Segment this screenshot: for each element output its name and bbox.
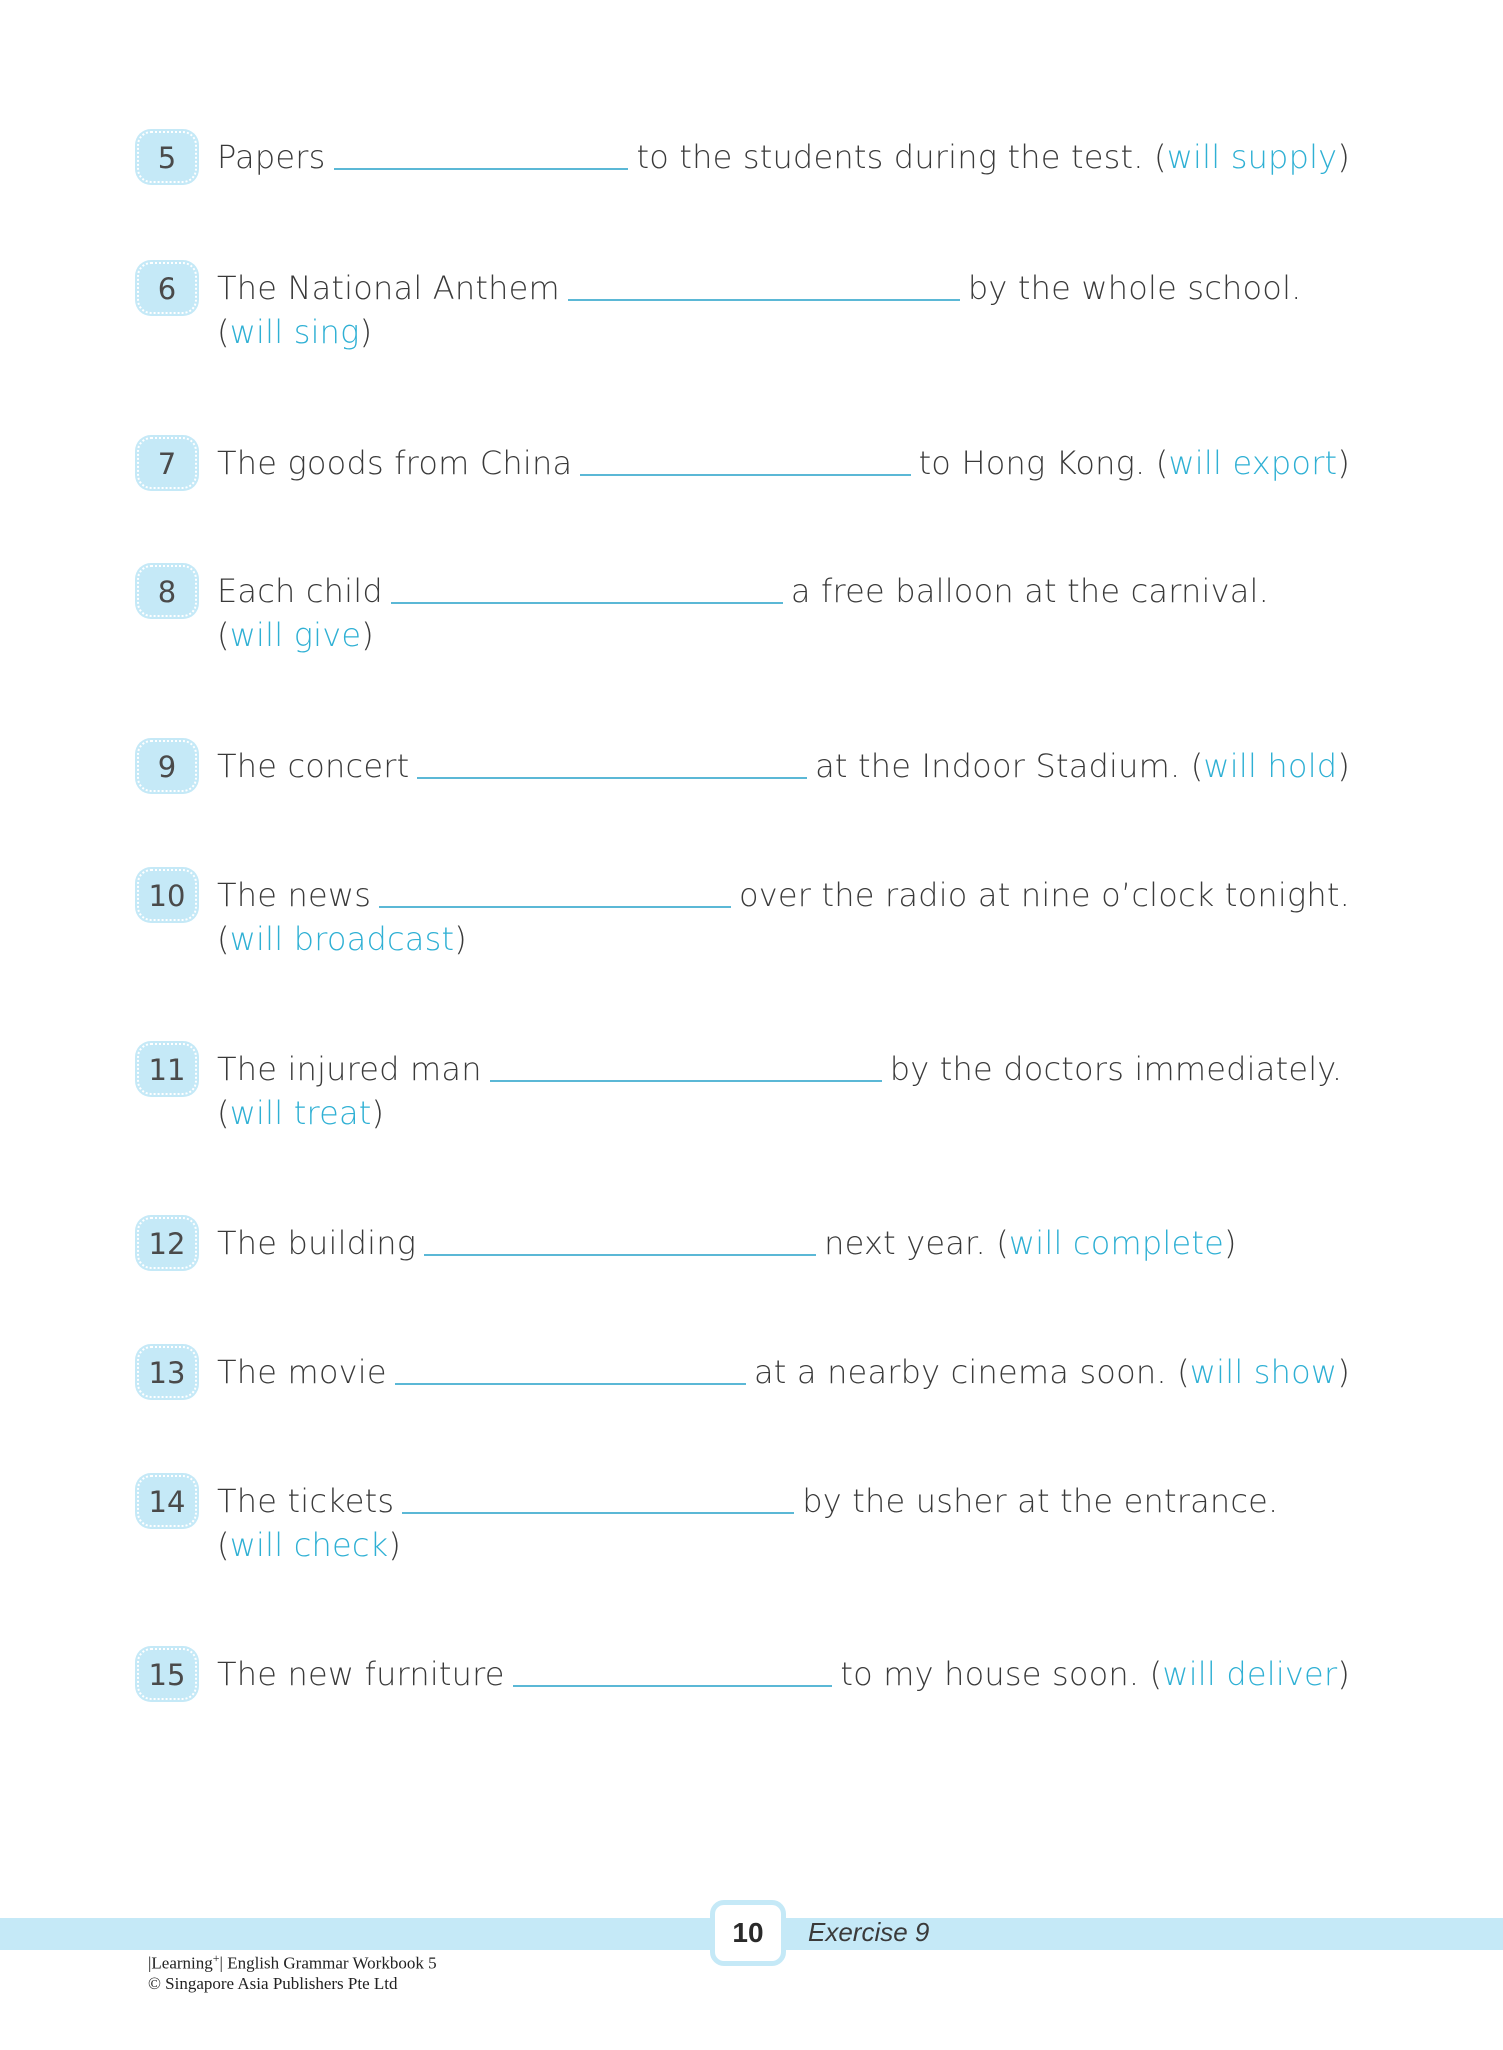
hint-close: ) [359, 313, 373, 351]
question-text [217, 740, 1350, 792]
page-number: 10 [710, 1900, 786, 1966]
verb-hint: will show [1189, 1353, 1338, 1391]
publisher-line-2: © Singapore Asia Publishers Pte Ltd [148, 1974, 398, 1993]
question-text [217, 1346, 1350, 1398]
verb-hint: will supply [1166, 138, 1338, 176]
question-number-badge: 10 [137, 869, 197, 921]
question-rest: by the usher at the entrance. [802, 1482, 1279, 1520]
question-number-badge: 11 [137, 1043, 197, 1095]
question-rest: to the students during the test. ( [636, 138, 1167, 176]
verb-hint: will broadcast [229, 920, 455, 958]
hint-close: ) [1224, 1224, 1237, 1262]
verb-hint: will check [229, 1526, 389, 1564]
answer-blank[interactable] [395, 1383, 746, 1385]
hint-close: ) [1337, 444, 1350, 482]
question-number-badge: 7 [137, 437, 197, 489]
question-text-line-2: (will broadcast) [217, 920, 467, 958]
answer-blank[interactable] [402, 1512, 794, 1514]
verb-hint: will deliver [1162, 1655, 1338, 1693]
question-rest: next year. ( [824, 1224, 1009, 1262]
question-text-line-2: (will sing) [217, 313, 373, 351]
question-text [217, 1217, 1237, 1269]
question-number-badge: 8 [137, 565, 197, 617]
hint-close: ) [454, 920, 467, 958]
question-text [217, 1648, 1350, 1700]
question-rest: by the doctors immediately. [889, 1050, 1343, 1088]
question-number-badge: 12 [137, 1217, 197, 1269]
question-subject: The tickets [217, 1482, 395, 1520]
question-rest: at the Indoor Stadium. ( [815, 747, 1204, 785]
hint-close: ) [371, 1094, 385, 1132]
question-text-line-2: (will give) [217, 616, 374, 654]
question-rest: at a nearby cinema soon. ( [753, 1353, 1190, 1391]
question-rest: to Hong Kong. ( [918, 444, 1169, 482]
question-subject: Each child [217, 572, 383, 610]
question-text [217, 565, 1269, 617]
question-text [217, 131, 1350, 183]
question-subject: The injured man [217, 1050, 482, 1088]
question-subject: The new furniture [217, 1655, 505, 1693]
exercise-label: Exercise 9 [808, 1917, 930, 1947]
question-number-badge: 14 [137, 1475, 197, 1527]
publisher-line-1: |Learning+| English Grammar Workbook 5 [148, 1951, 437, 1973]
question-number-badge: 6 [137, 262, 197, 314]
question-number-badge: 15 [137, 1648, 197, 1700]
hint-close: ) [1337, 1655, 1350, 1693]
answer-blank[interactable] [568, 299, 960, 301]
answer-blank[interactable] [379, 906, 731, 908]
verb-hint: will export [1168, 444, 1338, 482]
question-text-line-2: (will check) [217, 1526, 402, 1564]
hint-close: ) [1337, 1353, 1350, 1391]
question-subject: The movie [217, 1353, 387, 1391]
question-text-line-2: (will treat) [217, 1094, 385, 1132]
verb-hint: will sing [229, 313, 360, 351]
question-number-badge: 9 [137, 740, 197, 792]
question-rest: over the radio at nine o’clock tonight. [739, 876, 1350, 914]
answer-blank[interactable] [513, 1685, 833, 1687]
question-number-badge: 5 [137, 131, 197, 183]
question-subject: The building [217, 1224, 417, 1262]
hint-close: ) [1337, 138, 1350, 176]
verb-hint: will complete [1008, 1224, 1224, 1262]
question-rest: by the whole school. [967, 269, 1302, 307]
answer-blank[interactable] [580, 474, 910, 476]
question-rest: a free balloon at the carnival. [790, 572, 1269, 610]
question-text [217, 437, 1350, 489]
question-subject: The National Anthem [217, 269, 560, 307]
question-text [217, 262, 1302, 314]
hint-close: ) [388, 1526, 402, 1564]
question-subject: The news [217, 876, 372, 914]
verb-hint: will treat [229, 1094, 372, 1132]
answer-blank[interactable] [417, 777, 807, 779]
answer-blank[interactable] [334, 168, 629, 170]
verb-hint: will hold [1203, 747, 1338, 785]
verb-hint: will give [229, 616, 362, 654]
hint-close: ) [1337, 747, 1350, 785]
hint-close: ) [361, 616, 374, 654]
answer-blank[interactable] [424, 1254, 816, 1256]
question-subject: The goods from China [217, 444, 573, 482]
answer-blank[interactable] [391, 602, 783, 604]
question-text [217, 1043, 1342, 1095]
question-subject: The concert [217, 747, 410, 785]
question-subject: Papers [217, 138, 326, 176]
question-rest: to my house soon. ( [840, 1655, 1163, 1693]
answer-blank[interactable] [490, 1080, 882, 1082]
question-number-badge: 13 [137, 1346, 197, 1398]
